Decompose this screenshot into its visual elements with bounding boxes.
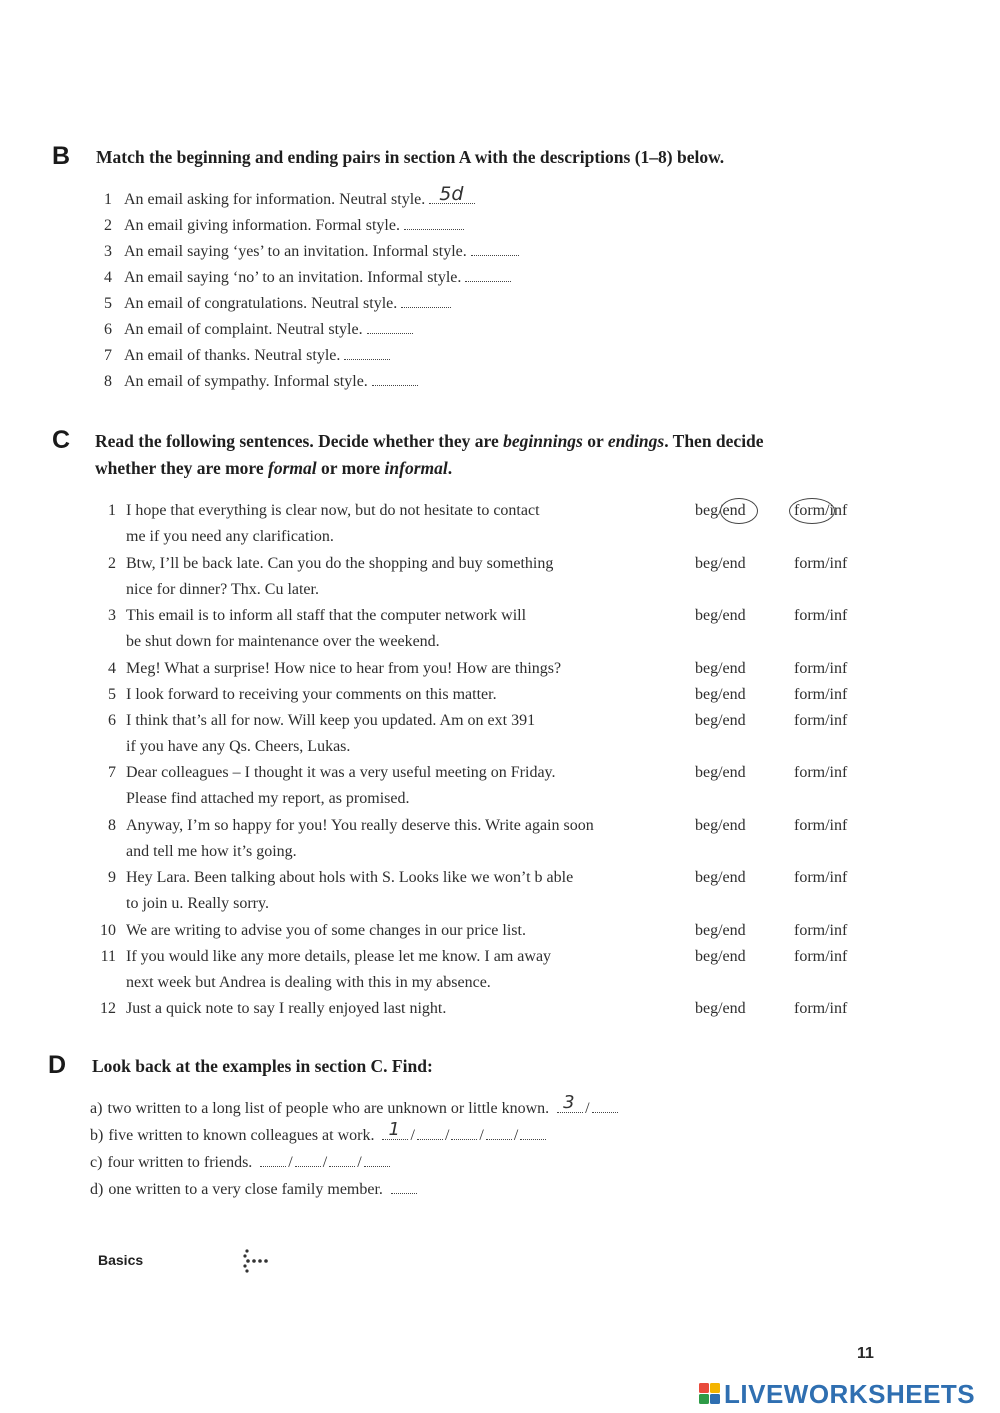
beg-end-choice[interactable]: beg/end: [695, 947, 746, 965]
dots-ornament-icon: [240, 1248, 272, 1274]
answer-field[interactable]: [344, 345, 390, 360]
item-number: 10: [100, 921, 116, 939]
section-c-item: [92, 813, 892, 865]
item-text-line: Just a quick note to say I really enjoyed last night.: [126, 1000, 447, 1017]
item-label: d): [90, 1181, 104, 1198]
answer-value: 1: [388, 1119, 400, 1140]
logo-square: [699, 1394, 709, 1404]
section-d-item: c) four written to friends. / / /: [90, 1150, 390, 1176]
beg-end-choice[interactable]: beg/end: [695, 869, 746, 886]
section-d-item: a) two written to a long list of people who are unknown or little known. 3 /: [90, 1096, 618, 1122]
form-inf-choice[interactable]: form/inf: [794, 869, 848, 886]
beg-end-choice[interactable]: beg/end: [695, 659, 746, 677]
answer-field[interactable]: [260, 1152, 286, 1167]
section-b-item: [104, 369, 418, 395]
item-text: [126, 551, 666, 603]
form-inf-choice[interactable]: form/inf: [794, 816, 848, 834]
answer-field[interactable]: [520, 1125, 546, 1140]
item-text-line: I hope that everything is clear now, but do not hesitate to contact: [126, 502, 540, 519]
section-b-item: [104, 265, 511, 291]
section-b-item: [104, 343, 390, 369]
item-number: 11: [100, 947, 116, 965]
logo-square: [710, 1394, 720, 1404]
section-b-letter: B: [52, 142, 71, 170]
item-number: 6: [104, 321, 112, 338]
item-text: [126, 944, 666, 996]
item-text: [126, 996, 666, 1022]
form-inf-choice[interactable]: form/inf: [794, 685, 848, 703]
form-inf-choice[interactable]: form/inf: [794, 711, 848, 729]
item-label: b): [90, 1127, 104, 1144]
item-text: [126, 682, 666, 708]
section-b-item: [104, 239, 519, 265]
footer-basics-label: Basics: [98, 1252, 144, 1268]
answer-field[interactable]: [592, 1098, 618, 1113]
item-text: five written to known colleagues at work.: [108, 1127, 375, 1144]
item-text: [126, 708, 666, 760]
form-inf-choice[interactable]: form/inf: [794, 502, 848, 519]
item-text-line: to join u. Really sorry.: [126, 895, 269, 912]
item-number: 9: [108, 869, 116, 886]
item-text: [126, 656, 666, 682]
item-text: four written to friends.: [107, 1154, 253, 1171]
answer-field[interactable]: [404, 215, 464, 230]
beg-end-choice[interactable]: beg/end: [695, 816, 746, 834]
item-number: 2: [104, 217, 112, 234]
answer-value: 3: [563, 1092, 575, 1113]
item-number: 4: [108, 659, 116, 677]
item-text-line: and tell me how it’s going.: [126, 842, 297, 860]
answer-field[interactable]: [451, 1125, 477, 1140]
item-text-line: I look forward to receiving your comments on this matter.: [126, 685, 497, 703]
answer-field[interactable]: [557, 1092, 583, 1113]
section-c-item: [92, 603, 892, 655]
item-text: [126, 498, 666, 550]
item-number: 3: [104, 243, 112, 260]
answer-field[interactable]: [417, 1125, 443, 1140]
beg-end-choice[interactable]: beg/end: [695, 764, 746, 781]
answer-field[interactable]: [401, 293, 451, 308]
item-number: 3: [108, 607, 116, 624]
item-text-line: be shut down for maintenance over the weekend.: [126, 633, 440, 650]
beg-end-choice[interactable]: beg/end: [695, 921, 746, 939]
item-number: 8: [104, 373, 112, 390]
beg-end-choice[interactable]: beg/end: [695, 711, 746, 729]
item-text: [126, 813, 666, 865]
item-text: [126, 760, 666, 812]
item-text: [126, 918, 666, 944]
item-text-line: I think that’s all for now. Will keep you updated. Am on ext 391: [126, 711, 536, 729]
item-number: 7: [108, 764, 116, 781]
section-c-item: [92, 996, 892, 1022]
answer-field[interactable]: [429, 183, 475, 205]
beg-end-choice[interactable]: beg/end: [695, 554, 746, 572]
answer-field[interactable]: [329, 1152, 355, 1167]
beg-end-choice[interactable]: beg/end: [695, 607, 746, 624]
section-c-item: [92, 760, 892, 812]
item-text-line: If you would like any more details, please let me know. I am away: [126, 947, 552, 965]
item-text-line: nice for dinner? Thx. Cu later.: [126, 580, 319, 598]
item-text-line: We are writing to advise you of some changes in our price list.: [126, 921, 526, 939]
item-number: 12: [100, 1000, 116, 1017]
page-number: 11: [857, 1345, 874, 1362]
beg-end-choice[interactable]: beg/end: [695, 1000, 746, 1017]
section-b-item: [104, 317, 413, 343]
answer-field[interactable]: [382, 1119, 408, 1140]
item-number: 5: [104, 295, 112, 312]
item-text-line: next week but Andrea is dealing with this in my absence.: [126, 973, 491, 991]
section-c-item: [92, 656, 892, 682]
item-number: 2: [108, 554, 116, 572]
item-label: c): [90, 1154, 103, 1171]
answer-field[interactable]: [372, 371, 418, 386]
answer-field[interactable]: [391, 1179, 417, 1194]
answer-field[interactable]: [295, 1152, 321, 1167]
item-number: 1: [104, 191, 112, 208]
item-text-line: me if you need any clarification.: [126, 528, 334, 545]
section-d-item: [90, 1177, 417, 1203]
circled-form-mark: [789, 498, 835, 524]
item-label: a): [90, 1100, 103, 1117]
section-c-item: [92, 682, 892, 708]
form-inf-choice[interactable]: form/inf: [794, 554, 848, 572]
item-text: [126, 865, 666, 917]
item-text: An email giving information. Formal style.: [124, 217, 400, 234]
section-c-title: Read the following sentences. Decide whether they are beginnings or endings. Then decide whether they are more formal or more informal.: [95, 431, 764, 478]
item-text-line: Hey Lara. Been talking about hols with S. Looks like we won’t b able: [126, 869, 574, 886]
item-text: two written to a long list of people who are unknown or little known.: [107, 1100, 550, 1117]
section-b-item: [104, 291, 451, 317]
section-d-item: b) five written to known colleagues at work. 1 / / / /: [90, 1123, 546, 1149]
section-c-item: [92, 865, 892, 917]
item-text-line: Please find attached my report, as promised.: [126, 790, 410, 807]
answer-field[interactable]: [364, 1152, 390, 1167]
item-number: 8: [108, 816, 116, 834]
item-text: one written to a very close family member.: [108, 1181, 383, 1198]
item-number: 1: [108, 502, 116, 519]
answer-field[interactable]: [465, 267, 511, 282]
section-c-item: [92, 498, 892, 550]
form-inf-choice[interactable]: form/inf: [794, 764, 848, 781]
item-text: An email of sympathy. Informal style.: [124, 373, 368, 390]
section-c-item: [92, 708, 892, 760]
section-b-item: [104, 183, 475, 213]
form-inf-choice[interactable]: form/inf: [794, 921, 848, 939]
form-inf-choice[interactable]: form/inf: [794, 1000, 848, 1017]
item-text-line: Anyway, I’m so happy for you! You really deserve this. Write again soon: [126, 816, 594, 834]
section-b-title: Match the beginning and ending pairs in section A with the descriptions (1–8) below.: [96, 147, 725, 167]
form-inf-choice[interactable]: form/inf: [794, 659, 848, 677]
section-c-item: [92, 918, 892, 944]
section-c-letter: C: [52, 426, 71, 454]
item-number: 7: [104, 347, 112, 364]
logo-square: [699, 1383, 709, 1393]
item-text: An email asking for information. Neutral style.: [124, 191, 426, 208]
item-text-line: Meg! What a surprise! How nice to hear from you! How are things?: [126, 659, 562, 677]
section-b-item: [104, 213, 464, 239]
liveworksheets-logo-icon: [698, 1381, 722, 1407]
item-text-line: This email is to inform all staff that the computer network will: [126, 607, 527, 624]
answer-field[interactable]: [367, 319, 413, 334]
item-text: [126, 603, 666, 655]
liveworksheets-brand-text: LIVEWORKSHEETS: [724, 1378, 976, 1409]
item-text-line: Dear colleagues – I thought it was a very useful meeting on Friday.: [126, 764, 556, 781]
item-number: 6: [108, 711, 116, 729]
circled-end-mark: [720, 498, 758, 524]
logo-square: [710, 1383, 720, 1393]
item-text-line: if you have any Qs. Cheers, Lukas.: [126, 737, 351, 755]
item-number: 4: [104, 269, 112, 286]
item-text: An email saying ‘no’ to an invitation. Informal style.: [124, 269, 462, 286]
answer-field[interactable]: [486, 1125, 512, 1140]
item-text-line: Btw, I’ll be back late. Can you do the shopping and buy something: [126, 554, 554, 572]
item-text: An email of thanks. Neutral style.: [124, 347, 341, 364]
section-d-title: Look back at the examples in section C. Find:: [92, 1056, 433, 1076]
section-d-letter: D: [48, 1051, 67, 1079]
answer-field[interactable]: [471, 241, 519, 256]
section-c-item: [92, 944, 892, 996]
liveworksheets-logo: [698, 1378, 975, 1410]
form-inf-choice[interactable]: form/inf: [794, 607, 848, 624]
item-text: An email of complaint. Neutral style.: [124, 321, 363, 338]
section-c-item: [92, 551, 892, 603]
beg-end-choice[interactable]: beg/end: [695, 685, 746, 703]
item-text: An email of congratulations. Neutral style.: [124, 295, 398, 312]
item-text: An email saying ‘yes’ to an invitation. Informal style.: [124, 243, 467, 260]
beg-end-choice[interactable]: beg/end: [695, 502, 746, 519]
answer-value: 5d: [439, 183, 464, 205]
form-inf-choice[interactable]: form/inf: [794, 947, 848, 965]
item-number: 5: [108, 685, 116, 703]
